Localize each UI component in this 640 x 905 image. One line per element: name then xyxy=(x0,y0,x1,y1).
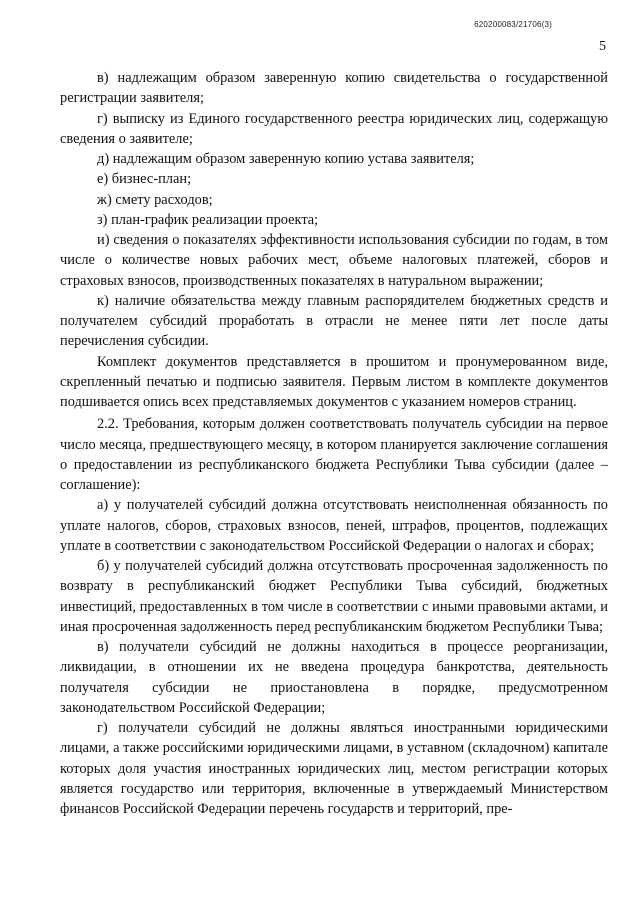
paragraph-document-set: Комплект документов представляется в прошитом и пронумерованном виде, скрепленный печатью и подписью заявителя. Первым листом в комплекте документов подшивается опись всех представляемых документов с указанием номеров страниц. xyxy=(60,353,608,410)
document-body xyxy=(60,68,608,819)
paragraph-a-tax-obligations: а) у получателей субсидий должна отсутствовать неисполненная обязанность по уплате налогов, сборов, страховых взносов, пеней, штрафов, процентов, подлежащих уплате в соответствии с законодательством Российской Федерации о налогах и сборах; xyxy=(60,497,608,554)
paragraph-i-efficiency-indicators: и) сведения о показателях эффективности использования субсидии по годам, в том числе о количестве новых рабочих мест, объеме налоговых платежей, сборов и страховых взносов, производственных показателях в натуральном выражении; xyxy=(60,232,608,289)
document-id: 620200083/21706(3) xyxy=(474,20,552,29)
paragraph-e-business-plan: е) бизнес-план; xyxy=(97,171,192,188)
page-number: 5 xyxy=(599,39,606,54)
paragraph-v-registration-copy: в) надлежащим образом заверенную копию свидетельства о государственной регистрации заявителя; xyxy=(60,70,608,107)
paragraph-b-overdue-debt: б) у получателей субсидий должна отсутствовать просроченная задолженность по возврату в республиканский бюджет Республики Тыва субсидий, бюджетных инвестиций, предоставленных в том числе в соответствии с иными правовыми актами, и иная просроченная задолженность перед республиканским бюджетом Республики Тыва; xyxy=(60,558,608,635)
paragraph-v-reorganization: в) получатели субсидий не должны находиться в процессе реорганизации, ликвидации, в отношении их не введена процедура банкротства, деятельность получателя субсидии не приостановлена в порядке, предусмотренном законодательством Российской Федерации; xyxy=(60,639,608,716)
paragraph-g-registry-extract: г) выписку из Единого государственного реестра юридических лиц, содержащую сведения о заявителе; xyxy=(60,110,608,147)
paragraph-g-foreign-entities: г) получатели субсидий не должны являться иностранными юридическими лицами, а также российскими юридическими лицами, в уставном (складочном) капитале которых доля участия иностранных юридических лиц, местом регистрации которых является государство или территория, включенные в утверждаемый Министерством финансов Российской Федерации перечень государств и территорий, пре- xyxy=(60,720,608,817)
paragraph-2-2-requirements: 2.2. Требования, которым должен соответствовать получатель субсидии на первое число месяца, предшествующего месяцу, в котором планируется заключение соглашения о предоставлении из республиканского бюджета Республики Тыва субсидии (далее – соглашение): xyxy=(60,416,608,493)
paragraph-k-obligation: к) наличие обязательства между главным распорядителем бюджетных средств и получателем субсидий проработать в отрасли не менее пяти лет после даты перечисления субсидии. xyxy=(60,292,608,350)
paragraph-z-project-schedule: з) план-график реализации проекта; xyxy=(97,211,319,228)
paragraph-zh-cost-estimate: ж) смету расходов; xyxy=(97,191,213,208)
paragraph-d-charter-copy: д) надлежащим образом заверенную копию устава заявителя; xyxy=(97,151,475,167)
